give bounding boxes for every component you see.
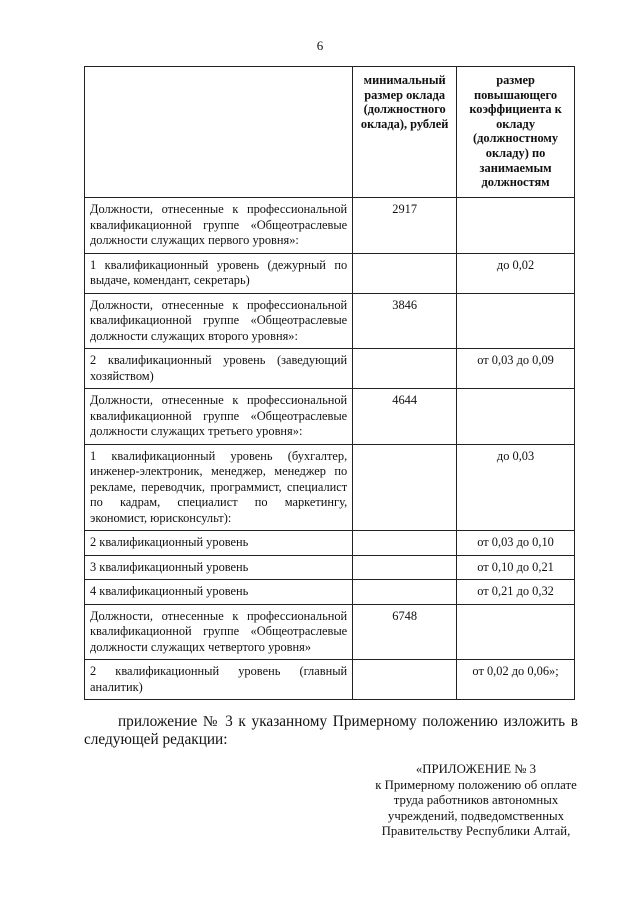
salary-cell bbox=[353, 531, 457, 556]
position-cell: Должности, отнесенные к профессиональной квалификационной группе «Общеотраслевые должности служащих второго уровня»: bbox=[85, 293, 353, 349]
coefficient-cell: от 0,03 до 0,10 bbox=[457, 531, 575, 556]
header-coefficient: размер повышающего коэффициента к окладу (должностному окладу) по занимаемым должностям bbox=[457, 67, 575, 198]
table-row bbox=[85, 253, 575, 293]
position-cell: 2 квалификационный уровень bbox=[85, 531, 353, 556]
salary-table bbox=[84, 66, 575, 700]
table-row bbox=[85, 349, 575, 389]
appendix-header bbox=[352, 762, 600, 840]
salary-cell bbox=[353, 555, 457, 580]
coefficient-cell: до 0,02 bbox=[457, 253, 575, 293]
coefficient-cell: от 0,02 до 0,06»; bbox=[457, 660, 575, 700]
salary-cell: 4644 bbox=[353, 389, 457, 445]
appendix-line: к Примерному положению об оплате bbox=[375, 777, 577, 792]
salary-cell bbox=[353, 253, 457, 293]
position-cell: 3 квалификационный уровень bbox=[85, 555, 353, 580]
salary-cell bbox=[353, 580, 457, 605]
table-row bbox=[85, 444, 575, 531]
table-row bbox=[85, 198, 575, 254]
position-cell: Должности, отнесенные к профессиональной квалификационной группе «Общеотраслевые должности служащих третьего уровня»: bbox=[85, 389, 353, 445]
salary-cell: 2917 bbox=[353, 198, 457, 254]
position-cell: Должности, отнесенные к профессиональной квалификационной группе «Общеотраслевые должности служащих четвертого уровня» bbox=[85, 604, 353, 660]
salary-cell: 3846 bbox=[353, 293, 457, 349]
coefficient-cell bbox=[457, 389, 575, 445]
position-cell: Должности, отнесенные к профессиональной квалификационной группе «Общеотраслевые должности служащих первого уровня»: bbox=[85, 198, 353, 254]
position-cell: 1 квалификационный уровень (бухгалтер, инженер-электроник, менеджер, менеджер по рекламе, переводчик, программист, специалист по кадрам, специалист по маркетингу, экономист, юрисконсульт): bbox=[85, 444, 353, 531]
position-cell: 2 квалификационный уровень (заведующий хозяйством) bbox=[85, 349, 353, 389]
appendix-title: «ПРИЛОЖЕНИЕ № 3 bbox=[415, 762, 537, 776]
coefficient-cell bbox=[457, 604, 575, 660]
coefficient-cell: от 0,21 до 0,32 bbox=[457, 580, 575, 605]
table-row bbox=[85, 604, 575, 660]
appendix-line: труда работников автономных bbox=[393, 793, 559, 808]
table-row bbox=[85, 555, 575, 580]
coefficient-cell: от 0,10 до 0,21 bbox=[457, 555, 575, 580]
table-row bbox=[85, 660, 575, 700]
page-number: 6 bbox=[316, 38, 324, 53]
table-row bbox=[85, 531, 575, 556]
position-cell: 4 квалификационный уровень bbox=[85, 580, 353, 605]
salary-cell bbox=[353, 660, 457, 700]
salary-cell bbox=[353, 349, 457, 389]
appendix-line: Правительству Республики Алтай, bbox=[381, 824, 571, 839]
salary-cell bbox=[353, 444, 457, 531]
position-cell: 1 квалификационный уровень (дежурный по выдаче, комендант, секретарь) bbox=[85, 253, 353, 293]
position-cell: 2 квалификационный уровень (главный аналитик) bbox=[85, 660, 353, 700]
table-row bbox=[85, 580, 575, 605]
table-row bbox=[85, 389, 575, 445]
header-min-salary: минимальный размер оклада (должностного оклада), рублей bbox=[353, 67, 457, 198]
salary-cell: 6748 bbox=[353, 604, 457, 660]
coefficient-cell: до 0,03 bbox=[457, 444, 575, 531]
appendix-line: учреждений, подведомственных bbox=[387, 808, 565, 823]
intro-paragraph: приложение № 3 к указанному Примерному положению изложить в следующей редакции: bbox=[84, 713, 578, 748]
table-header-row bbox=[85, 67, 575, 198]
header-position bbox=[85, 67, 353, 198]
table-row bbox=[85, 293, 575, 349]
coefficient-cell bbox=[457, 293, 575, 349]
coefficient-cell: от 0,03 до 0,09 bbox=[457, 349, 575, 389]
coefficient-cell bbox=[457, 198, 575, 254]
